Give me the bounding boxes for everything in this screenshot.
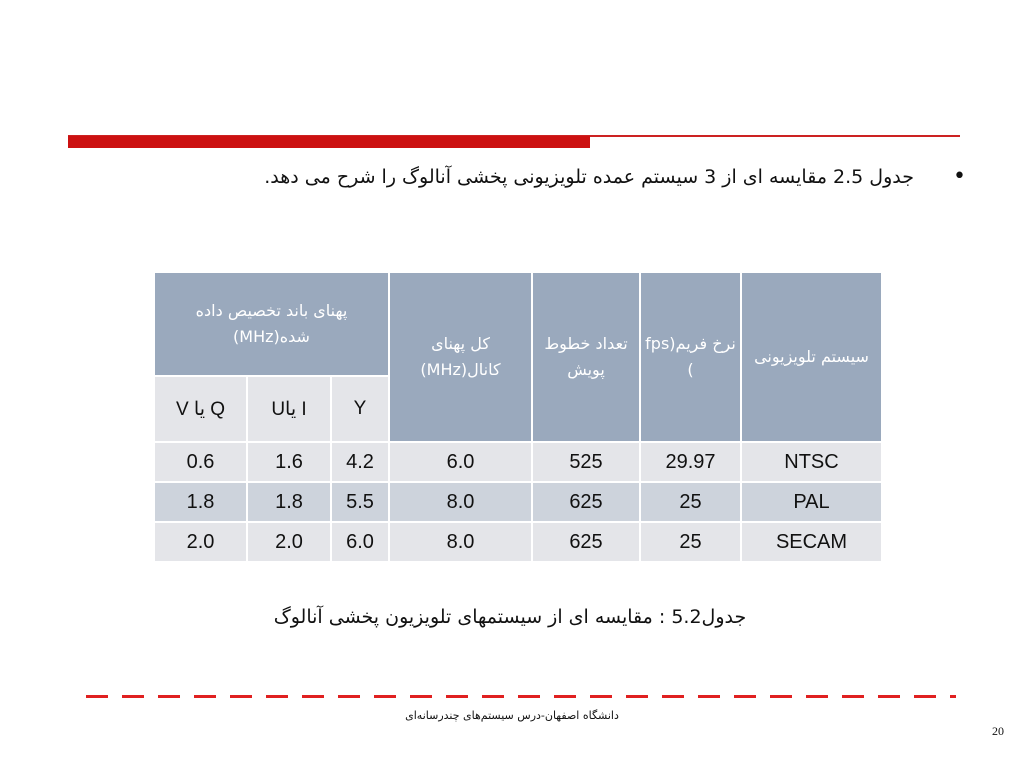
cell-fps: 25	[640, 482, 741, 522]
cell-i-u: 1.8	[247, 482, 331, 522]
header-allocated-bandwidth: پهنای باند تخصیص داده شده(MHz)	[154, 272, 389, 376]
cell-q-v: 1.8	[154, 482, 247, 522]
table-row	[154, 442, 882, 482]
cell-fps: 29.97	[640, 442, 741, 482]
header-system: سیستم تلویزیونی	[741, 272, 882, 442]
bullet-icon: •	[953, 164, 966, 189]
cell-y: 6.0	[331, 522, 389, 562]
cell-y: 5.5	[331, 482, 389, 522]
cell-fps: 25	[640, 522, 741, 562]
cell-bandwidth: 8.0	[389, 522, 532, 562]
cell-i-u: 2.0	[247, 522, 331, 562]
bullet-text: جدول 2.5 مقایسه ای از 3 سیستم عمده تلویزیونی پخشی آنالوگ را شرح می دهد.	[264, 166, 914, 188]
cell-system: SECAM	[741, 522, 882, 562]
cell-lines: 625	[532, 522, 640, 562]
footer-text: دانشگاه اصفهان-درس سیستم‌های چندرسانه‌ای	[405, 709, 619, 722]
comparison-table	[153, 271, 883, 563]
cell-bandwidth: 6.0	[389, 442, 532, 482]
cell-system: NTSC	[741, 442, 882, 482]
table-row	[154, 482, 882, 522]
footer-dashed-divider	[86, 695, 956, 698]
table-caption: جدول5.2 : مقایسه ای از سیستمهای تلویزیون پخشی آنالوگ	[273, 606, 747, 628]
bullet-item	[106, 166, 966, 188]
cell-y: 4.2	[331, 442, 389, 482]
cell-q-v: 2.0	[154, 522, 247, 562]
cell-lines: 525	[532, 442, 640, 482]
subheader-i-or-u: I یاU	[247, 376, 331, 442]
header-accent-bar	[68, 136, 590, 148]
cell-i-u: 1.6	[247, 442, 331, 482]
cell-q-v: 0.6	[154, 442, 247, 482]
subheader-y: Y	[331, 376, 389, 442]
page-number: 20	[992, 724, 1004, 738]
table-row	[154, 522, 882, 562]
header-frame-rate: نرخ فریم(fps )	[640, 272, 741, 442]
header-scan-lines: تعداد خطوط پویش	[532, 272, 640, 442]
cell-bandwidth: 8.0	[389, 482, 532, 522]
subheader-q-or-v: Q یا V	[154, 376, 247, 442]
cell-lines: 625	[532, 482, 640, 522]
cell-system: PAL	[741, 482, 882, 522]
header-total-bandwidth: کل پهنای کانال(MHz)	[389, 272, 532, 442]
